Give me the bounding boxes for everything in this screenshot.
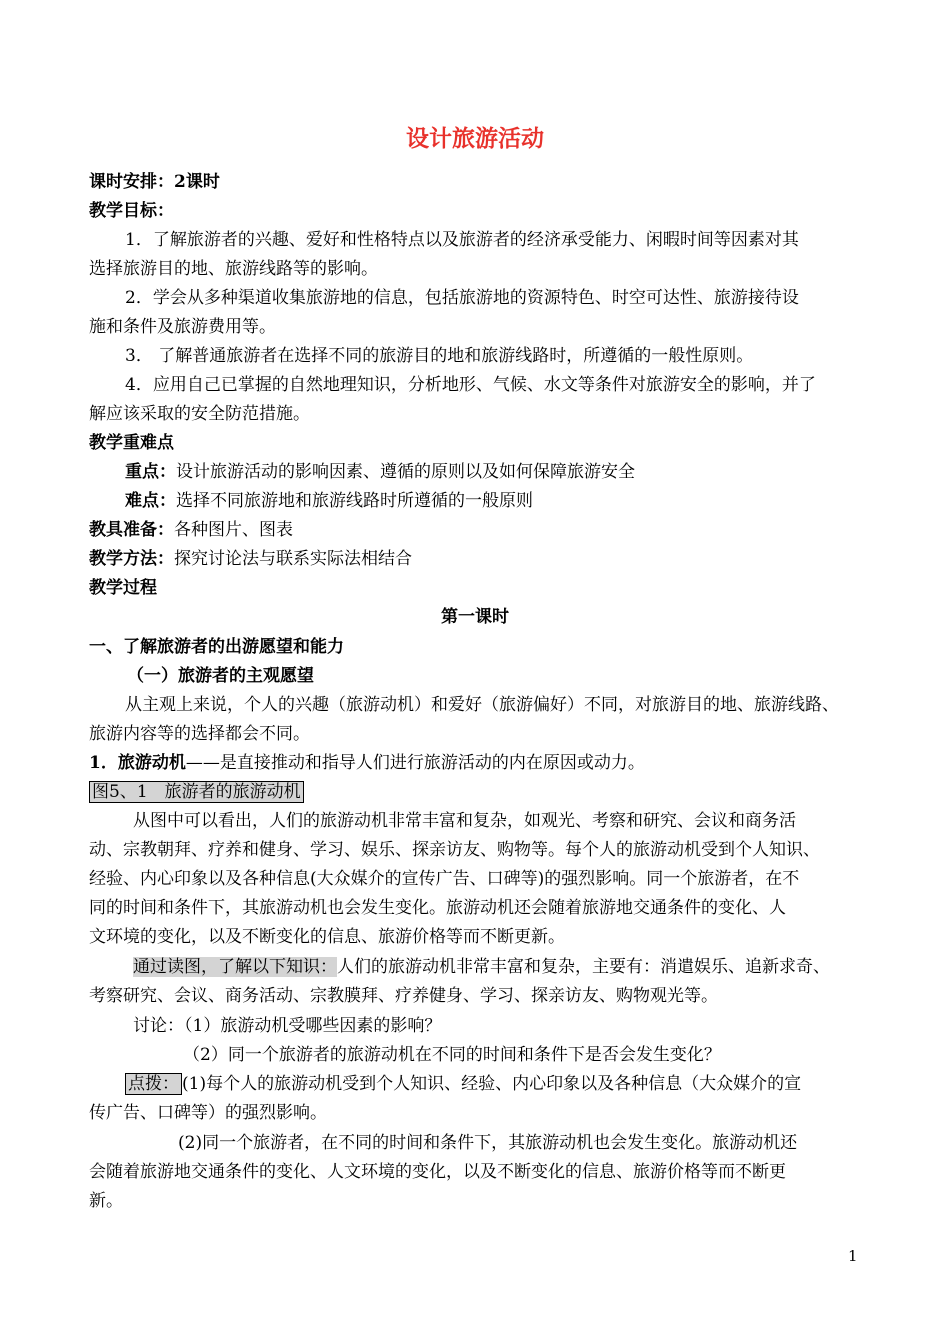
goal-line: 3． 了解普通旅游者在选择不同的旅游目的地和旅游线路时，所遵循的一般性原则。 bbox=[125, 346, 754, 366]
section-heading: 一、了解旅游者的出游愿望和能力 bbox=[89, 637, 344, 657]
difficult-point-text: 选择不同旅游地和旅游线路时所遵循的一般原则 bbox=[176, 491, 533, 511]
lesson-heading: 第一课时 bbox=[441, 607, 509, 627]
tip-label: 点拨： bbox=[125, 1073, 182, 1095]
tools-text: 各种图片、图表 bbox=[174, 520, 293, 540]
schedule-value: 2课时 bbox=[174, 172, 220, 192]
process-heading: 教学过程 bbox=[89, 578, 157, 598]
figure-caption: 图5、1 旅游者的旅游动机 bbox=[89, 781, 304, 803]
paragraph-line: (2)同一个旅游者，在不同的时间和条件下，其旅游动机也会发生变化。旅游动机还 bbox=[178, 1133, 798, 1153]
discuss-line bbox=[133, 1015, 441, 1037]
goal-line: 2．学会从多种渠道收集旅游地的信息，包括旅游地的资源特色、时空可达性、旅游接待设 bbox=[125, 288, 799, 308]
paragraph-line: 旅游内容等的选择都会不同。 bbox=[89, 724, 310, 744]
discuss-question: （2）同一个旅游者的旅游动机在不同的时间和条件下是否会发生变化？ bbox=[183, 1045, 721, 1065]
motivation-definition bbox=[89, 752, 645, 774]
discuss-label: 讨论： bbox=[133, 1016, 184, 1036]
tools-line bbox=[89, 519, 293, 541]
key-point-label: 重点： bbox=[125, 462, 176, 482]
figure-caption-line bbox=[89, 781, 304, 803]
goal-line: 解应该采取的安全防范措施。 bbox=[89, 404, 310, 424]
key-point-line bbox=[125, 461, 635, 483]
method-line bbox=[89, 548, 412, 570]
tip-line bbox=[125, 1073, 801, 1095]
schedule-line bbox=[89, 171, 220, 193]
discuss-question: （1）旅游动机受哪些因素的影响？ bbox=[184, 1016, 442, 1036]
paragraph-line: 从主观上来说，个人的兴趣（旅游动机）和爱好（旅游偏好）不同，对旅游目的地、旅游线路、 bbox=[125, 695, 839, 715]
paragraph-line: 同的时间和条件下，其旅游动机也会发生变化。旅游动机还会随着旅游地交通条件的变化、人 bbox=[89, 898, 786, 918]
difficult-point-label: 难点： bbox=[125, 491, 176, 511]
paragraph-line: 文环境的变化，以及不断变化的信息、旅游价格等而不断更新。 bbox=[89, 927, 565, 947]
document-title: 设计旅游活动 bbox=[406, 125, 544, 152]
paragraph-line: 考察研究、会议、商务活动、宗教膜拜、疗养健身、学习、探亲访友、购物观光等。 bbox=[89, 986, 718, 1006]
paragraph-line: 经验、内心印象以及各种信息(大众媒介的宣传广告、口碑等)的强烈影响。同一个旅游者，在不 bbox=[89, 869, 800, 889]
paragraph-line: 新。 bbox=[89, 1191, 123, 1211]
motivation-label: 1．旅游动机 bbox=[89, 753, 186, 773]
read-line bbox=[133, 956, 830, 978]
method-text: 探究讨论法与联系实际法相结合 bbox=[174, 549, 412, 569]
subsection-heading: （一）旅游者的主观愿望 bbox=[127, 666, 314, 686]
goal-line: 施和条件及旅游费用等。 bbox=[89, 317, 276, 337]
paragraph-line: 会随着旅游地交通条件的变化、人文环境的变化，以及不断变化的信息、旅游价格等而不断更 bbox=[89, 1162, 786, 1182]
goal-line: 1．了解旅游者的兴趣、爱好和性格特点以及旅游者的经济承受能力、闲暇时间等因素对其 bbox=[125, 230, 799, 250]
key-point-text: 设计旅游活动的影响因素、遵循的原则以及如何保障旅游安全 bbox=[176, 462, 635, 482]
key-heading: 教学重难点 bbox=[89, 433, 174, 453]
goals-heading: 教学目标： bbox=[89, 201, 174, 221]
read-text: 人们的旅游动机非常丰富和复杂，主要有：消遣娱乐、追新求奇、 bbox=[337, 957, 830, 977]
paragraph-line: 传广告、口碑等）的强烈影响。 bbox=[89, 1103, 327, 1123]
motivation-text: ——是直接推动和指导人们进行旅游活动的内在原因或动力。 bbox=[185, 753, 645, 773]
read-label: 通过读图，了解以下知识： bbox=[133, 957, 337, 977]
tip-text: (1)每个人的旅游动机受到个人知识、经验、内心印象以及各种信息（大众媒介的宣 bbox=[182, 1074, 802, 1094]
tools-label: 教具准备： bbox=[89, 520, 174, 540]
page-number: 1 bbox=[848, 1247, 858, 1265]
paragraph-line: 从图中可以看出，人们的旅游动机非常丰富和复杂，如观光、考察和研究、会议和商务活 bbox=[133, 811, 796, 831]
goal-line: 选择旅游目的地、旅游线路等的影响。 bbox=[89, 259, 378, 279]
goal-line: 4．应用自己已掌握的自然地理知识，分析地形、气候、水文等条件对旅游安全的影响，并了 bbox=[125, 375, 816, 395]
paragraph-line: 动、宗教朝拜、疗养和健身、学习、娱乐、探亲访友、购物等。每个人的旅游动机受到个人知识、 bbox=[89, 840, 820, 860]
schedule-label: 课时安排： bbox=[89, 172, 174, 192]
method-label: 教学方法： bbox=[89, 549, 174, 569]
difficult-point-line bbox=[125, 490, 533, 512]
